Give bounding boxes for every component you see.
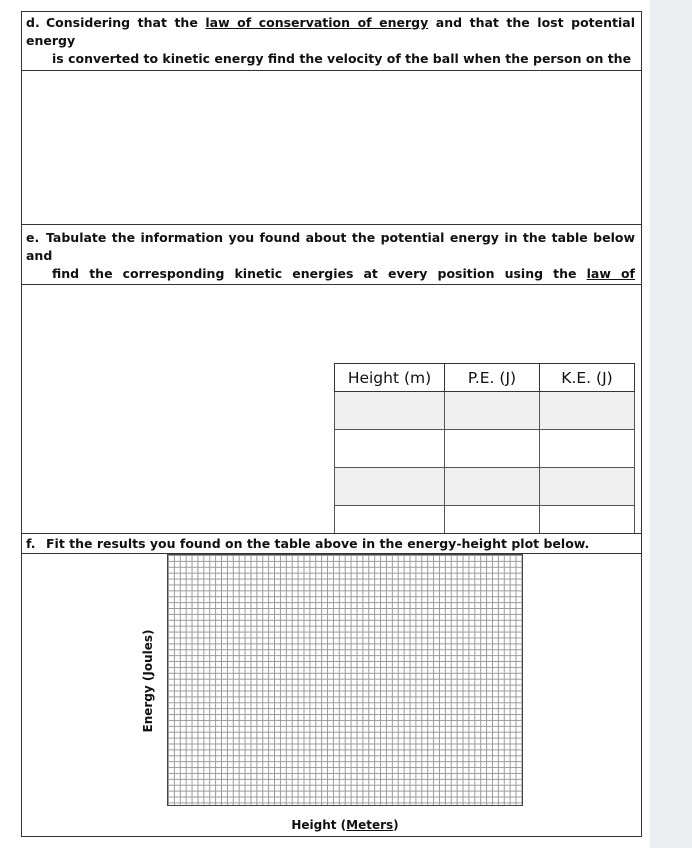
part-d-text-1a: Considering that the [46,15,206,30]
x-axis-label-a: Height ( [291,818,347,832]
part-f-text: Fit the results you found on the table above in the energy-height plot below. [46,536,590,551]
part-e-text-1: Tabulate the information you found about the potential energy in the table below and [26,230,635,263]
part-d-answer-area [21,70,642,225]
ke-cell[interactable] [540,392,635,430]
pe-column-header: P.E. (J) [445,364,540,392]
energy-table-header-row [335,364,635,392]
part-f-question [26,535,635,553]
table-row [335,468,635,506]
height-cell[interactable] [335,430,445,468]
x-axis-label [291,818,398,832]
part-f-question-box [21,533,642,554]
pe-cell[interactable] [445,468,540,506]
part-d-text-2: is converted to kinetic energy find the velocity of the ball when the person on the [52,51,632,66]
height-cell[interactable] [335,468,445,506]
ke-cell[interactable] [540,468,635,506]
pe-cell[interactable] [445,392,540,430]
part-e-text-2a: find the corresponding kinetic energies at every position using the [52,266,587,281]
energy-table [334,363,635,544]
part-d-label: d. [26,15,40,30]
pe-cell[interactable] [445,430,540,468]
ke-column-header: K.E. (J) [540,364,635,392]
part-e-label: e. [26,230,40,245]
ke-cell[interactable] [540,430,635,468]
height-column-header: Height (m) [335,364,445,392]
x-axis-label-unit: Meters [346,818,394,832]
table-row [335,430,635,468]
energy-height-graph-grid[interactable] [167,554,523,806]
table-row [335,392,635,430]
part-d-text-1b: and that the lost potential energy [26,15,635,48]
part-e-question-box [21,224,642,285]
y-axis-label: Energy (Joules) [141,629,155,733]
part-d-conservation-term: law of conservation of energy [205,15,429,30]
part-f-label: f. [26,536,36,551]
right-scroll-gutter [650,0,692,848]
x-axis-label-b: ) [393,818,399,832]
height-cell[interactable] [335,392,445,430]
part-e-conservation-term: law of [586,266,635,281]
part-d-question-box [21,11,642,71]
